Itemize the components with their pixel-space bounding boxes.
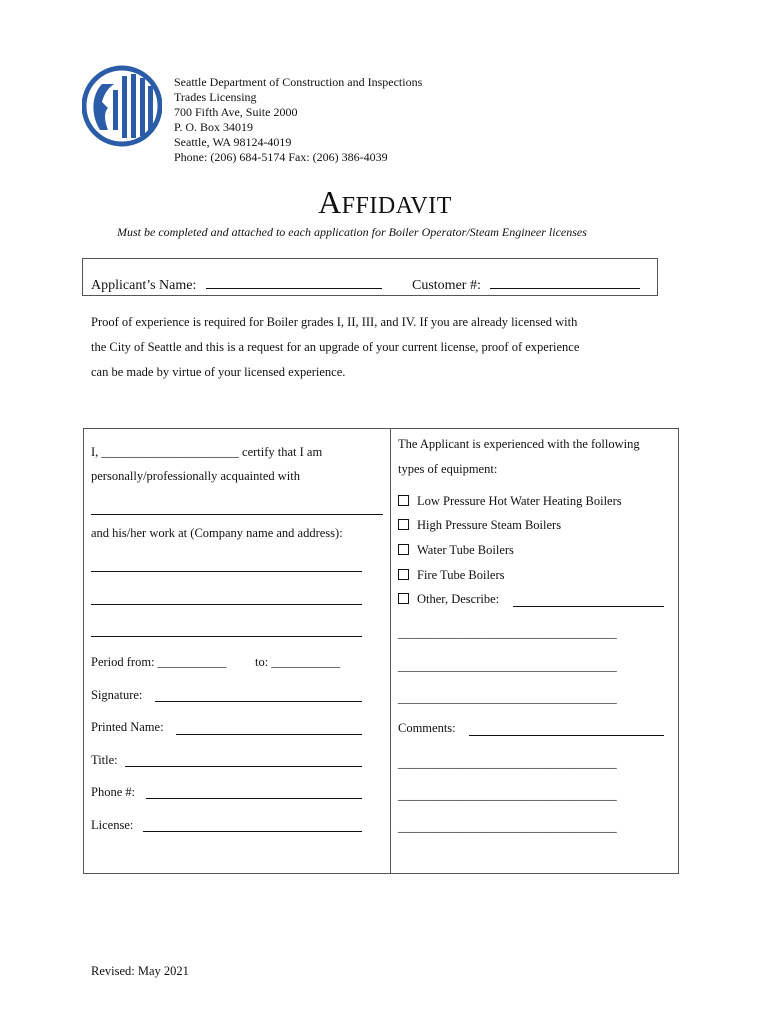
checkbox-icon[interactable] — [398, 495, 409, 506]
customer-number-label: Customer #: — [412, 278, 481, 293]
address-line: Trades Licensing — [174, 90, 257, 104]
option-fire-tube[interactable]: Fire Tube Boilers — [398, 568, 505, 583]
checkbox-icon[interactable] — [398, 593, 409, 604]
address-line: Seattle Department of Construction and Inspections — [174, 75, 423, 89]
comments-label: Comments: — [398, 721, 456, 735]
revised-date: Revised: May 2021 — [91, 964, 189, 978]
company-address-line-3[interactable] — [91, 636, 362, 637]
column-divider — [390, 428, 391, 874]
checkbox-icon[interactable] — [398, 519, 409, 530]
address-line: Seattle, WA 98124-4019 — [174, 135, 292, 149]
comments-line-2[interactable]: ___________________________________ — [398, 756, 617, 770]
title-label: Title: — [91, 753, 118, 767]
applicant-name-line[interactable] — [206, 276, 382, 289]
describe-line-1[interactable]: ___________________________________ — [398, 626, 617, 640]
license-line[interactable] — [143, 831, 362, 832]
paragraph-line: can be made by virtue of your licensed experience. — [91, 365, 346, 379]
printed-name-label: Printed Name: — [91, 720, 164, 734]
equipment-intro-2: types of equipment: — [398, 462, 498, 476]
phone-line[interactable] — [146, 798, 362, 799]
paragraph-line: the City of Seattle and this is a request for an upgrade of your current license, proof of experience — [91, 340, 580, 354]
address-line: 700 Fifth Ave, Suite 2000 — [174, 105, 298, 119]
other-describe-line[interactable] — [513, 606, 664, 607]
customer-number-line[interactable] — [490, 276, 640, 289]
title-line[interactable] — [125, 766, 362, 767]
company-address-line-1[interactable] — [91, 571, 362, 572]
applicant-name-label: Applicant’s Name: — [91, 278, 197, 293]
signature-line[interactable] — [155, 701, 362, 702]
subtitle: Must be completed and attached to each application for Boiler Operator/Steam Engineer licenses — [117, 225, 587, 239]
comments-line-3[interactable]: ___________________________________ — [398, 788, 617, 802]
signature-label: Signature: — [91, 688, 143, 702]
comments-line-4[interactable]: ___________________________________ — [398, 820, 617, 834]
page-title: AFFIDAVIT — [318, 184, 452, 220]
equipment-intro-1: The Applicant is experienced with the following — [398, 437, 640, 451]
applicant-name-field[interactable] — [91, 276, 382, 294]
address-block — [174, 75, 422, 165]
describe-line-3[interactable]: ___________________________________ — [398, 691, 617, 705]
period-from-field[interactable]: Period from: ___________ — [91, 655, 227, 669]
customer-number-field[interactable] — [412, 276, 640, 294]
printed-name-line[interactable] — [176, 734, 362, 735]
instructions-paragraph — [91, 310, 661, 385]
option-high-pressure[interactable]: High Pressure Steam Boilers — [398, 518, 561, 533]
comments-line[interactable] — [469, 735, 664, 736]
option-other[interactable]: Other, Describe: — [398, 592, 499, 607]
option-low-pressure[interactable]: Low Pressure Hot Water Heating Boilers — [398, 494, 622, 509]
paragraph-line: Proof of experience is required for Boiler grades I, II, III, and IV. If you are already licensed with — [91, 315, 578, 329]
checkbox-icon[interactable] — [398, 544, 409, 555]
address-line: Phone: (206) 684-5174 Fax: (206) 386-4039 — [174, 150, 388, 164]
address-line: P. O. Box 34019 — [174, 120, 254, 134]
company-address-line-2[interactable] — [91, 604, 362, 605]
describe-line-2[interactable]: ___________________________________ — [398, 659, 617, 673]
certify-line[interactable]: I, ______________________ certify that I am — [91, 445, 323, 459]
option-water-tube[interactable]: Water Tube Boilers — [398, 543, 514, 558]
seattle-city-seal-icon — [82, 64, 162, 148]
phone-label: Phone #: — [91, 785, 136, 799]
acquainted-name-line[interactable] — [91, 514, 383, 515]
checkbox-icon[interactable] — [398, 569, 409, 580]
period-to-field[interactable]: to: ___________ — [255, 655, 341, 669]
acquainted-text: personally/professionally acquainted with — [91, 469, 300, 483]
license-label: License: — [91, 818, 134, 832]
work-at-text: and his/her work at (Company name and address): — [91, 526, 343, 540]
